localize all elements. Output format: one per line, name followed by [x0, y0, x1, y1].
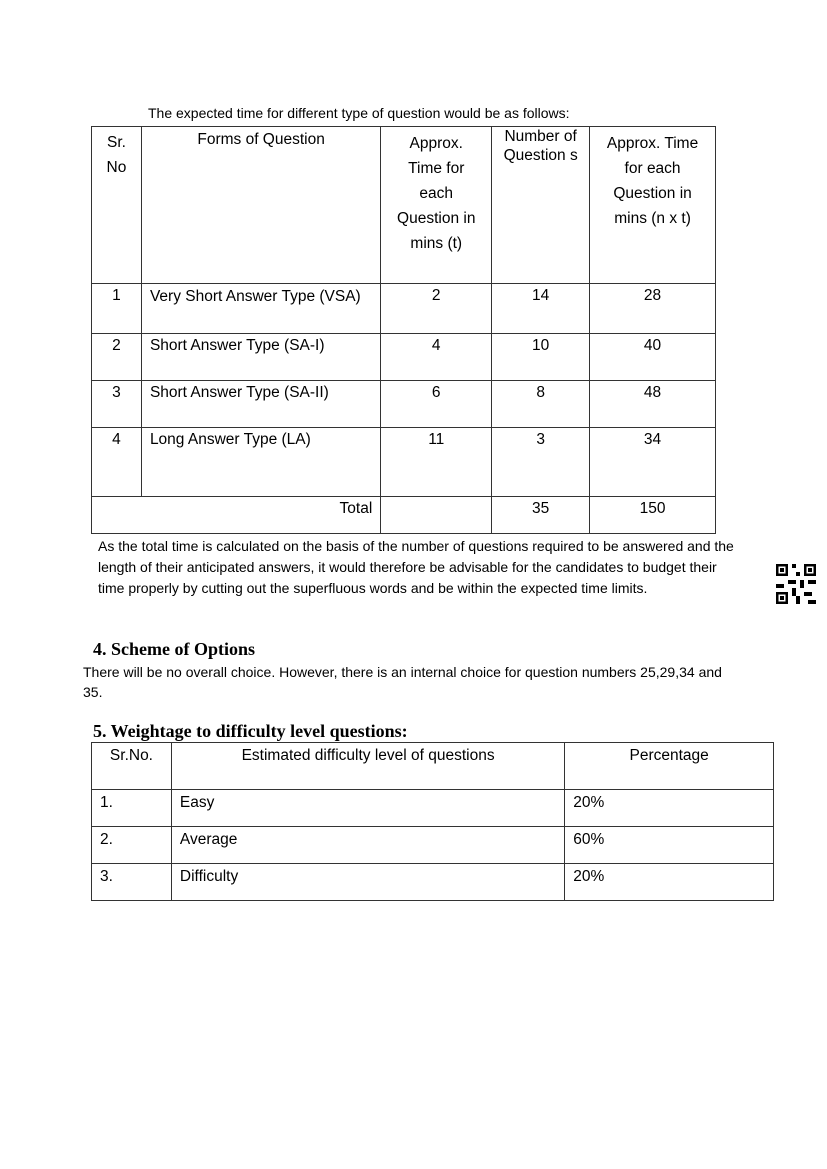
- cell-total: 34: [590, 428, 716, 497]
- cell-time: 11: [381, 428, 492, 497]
- qr-code-icon: [776, 564, 816, 604]
- total-questions: 35: [492, 497, 590, 534]
- cell-total: 28: [590, 284, 716, 334]
- table-row: [92, 428, 716, 497]
- section-5-heading: 5. Weightage to difficulty level questions:: [93, 721, 408, 741]
- difficulty-table: [91, 742, 774, 901]
- table-row: [92, 827, 774, 864]
- section-4-text: There will be no overall choice. However, there is an internal choice for question numbers 25,29,34 and 35.: [83, 664, 722, 700]
- question-time-table: [91, 126, 716, 534]
- cell-number: 10: [492, 334, 590, 381]
- cell-sr: 1: [92, 284, 142, 334]
- cell-time: 4: [381, 334, 492, 381]
- section-4-heading: 4. Scheme of Options: [93, 639, 255, 659]
- cell-sr: 3: [92, 381, 142, 428]
- total-label: Total: [92, 497, 381, 534]
- header-number: Number of Question s: [492, 127, 590, 284]
- table-header-row: [92, 127, 716, 284]
- cell-level: Difficulty: [171, 864, 564, 901]
- header-forms: Forms of Question: [141, 127, 380, 284]
- table-row: [92, 284, 716, 334]
- total-time: 150: [590, 497, 716, 534]
- cell-sr: 2: [92, 334, 142, 381]
- intro-text: The expected time for different type of question would be as follows:: [148, 105, 570, 121]
- cell-form: Short Answer Type (SA-II): [141, 381, 380, 428]
- table-row: [92, 790, 774, 827]
- cell-form: Long Answer Type (LA): [141, 428, 380, 497]
- cell-percentage: 60%: [565, 827, 774, 864]
- total-row: [92, 497, 716, 534]
- header-difficulty: Estimated difficulty level of questions: [171, 743, 564, 790]
- cell-level: Average: [171, 827, 564, 864]
- cell-sr: 2.: [92, 827, 172, 864]
- cell-sr: 1.: [92, 790, 172, 827]
- table-row: [92, 864, 774, 901]
- cell-time: 2: [381, 284, 492, 334]
- header-total-time: Approx. Time for each Question in mins (n x t): [590, 127, 716, 284]
- cell-total: 40: [590, 334, 716, 381]
- header-sr-no: Sr. No: [92, 127, 142, 284]
- table-row: [92, 381, 716, 428]
- table-row: [92, 334, 716, 381]
- cell-number: 8: [492, 381, 590, 428]
- header-approx-time: Approx. Time for each Question in mins (t): [381, 127, 492, 284]
- cell-number: 3: [492, 428, 590, 497]
- cell-total: 48: [590, 381, 716, 428]
- time-advice-paragraph: As the total time is calculated on the basis of the number of questions required to be answered and the length of their anticipated answers, it would therefore be advisable for the candidates to budget their time properly by cutting out the superfluous words and be within the expected time limits.: [98, 538, 734, 596]
- cell-form: Short Answer Type (SA-I): [141, 334, 380, 381]
- total-empty-cell: [381, 497, 492, 534]
- header-percentage: Percentage: [565, 743, 774, 790]
- cell-percentage: 20%: [565, 864, 774, 901]
- cell-time: 6: [381, 381, 492, 428]
- cell-form: Very Short Answer Type (VSA): [141, 284, 380, 334]
- table-header-row: [92, 743, 774, 790]
- cell-level: Easy: [171, 790, 564, 827]
- cell-sr: 3.: [92, 864, 172, 901]
- cell-number: 14: [492, 284, 590, 334]
- cell-sr: 4: [92, 428, 142, 497]
- cell-percentage: 20%: [565, 790, 774, 827]
- header-sr-no: Sr.No.: [92, 743, 172, 790]
